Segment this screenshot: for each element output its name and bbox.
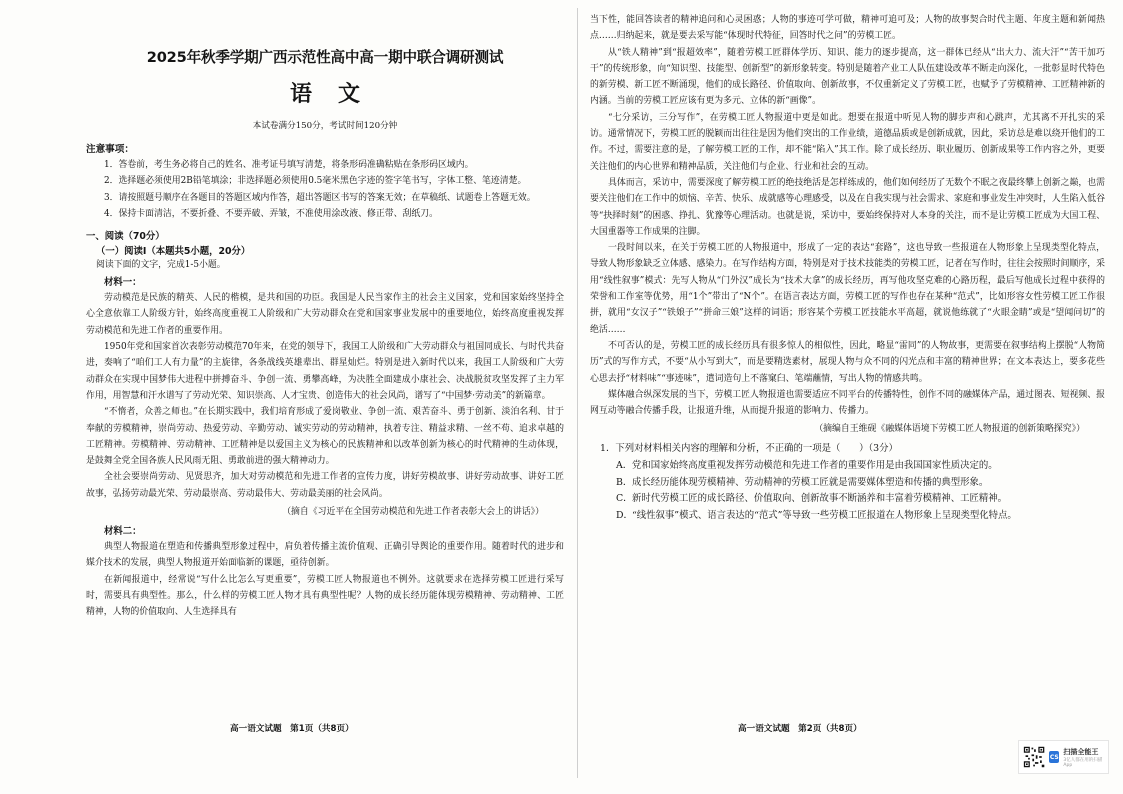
qr-code-icon [1023,744,1045,770]
material-2-paragraph: 典型人物报道在塑造和传播典型形象过程中，肩负着传播主流价值观、正确引导舆论的重要作用。随着时代的进步和媒介技术的发展，典型人物报道开始面临新的课题，亟待创新。 [86,542,564,569]
exam-title: 2025年秋季学期广西示范性高中高一期中联合调研测试 [146,49,504,66]
reading-instruction: 阅读下面的文字，完成1-5小题。 [96,260,226,271]
section-heading: 一、阅读（70分） [86,231,165,243]
option-key: C． [616,493,633,505]
cs-logo-icon: CS [1049,751,1059,763]
subject-title: 语文 [289,82,386,107]
note-item: 4．保持卡面清洁，不要折叠、不要弄破、弄皱，不准使用涂改液、修正带、刮纸刀。 [104,208,439,219]
material-2-paragraph: “七分采访，三分写作”，在劳模工匠人物报道中更是如此。想要在报道中听见人物的脚步声和心跳声，尤其离不开扎实的采访。通常情况下，劳模工匠的脱颖而出往往是因为他们突出的工作业绩，道德品质或是创新成就，因此，采访总是难以绕开他们的工作。不过，需要注意的是，了解劳模工匠的工作，却不能“陷入”其工作。除了成长经历、职业履历、创新成果等工作内容之外，更要关注他们的内心世界和精神品质，关注他们与企业、行业和社会的互动。 [590,112,1105,172]
exam-meta: 本试卷满分150分，考试时间120分钟 [252,121,398,131]
material-2-paragraph: 媒体融合纵深发展的当下，劳模工匠人物报道也需要适应不同平台的传播特性，创作不同的融媒体产品，通过图表、短视频、报网互动等融合传播手段，让报道升维，从而提升报道的影响力、传播力。 [590,389,1105,417]
material-2-paragraph: 当下性，能回答读者的精神追问和心灵困惑；人物的事迹可学可做，精神可追可及；人物的故事契合时代主题、年度主题和新闻热点……归纳起来，就是要去采写能“体现时代特征，回答时代之问”的劳模工匠。 [590,15,1105,42]
material-1-paragraph: 全社会要崇尚劳动、见贤思齐，加大对劳动模范和先进工作者的宣传力度，讲好劳模故事、讲好劳动故事、讲好工匠故事，弘扬劳动最光荣、劳动最崇高、劳动最伟大、劳动最美丽的社会风尚。 [86,472,564,499]
note-item: 3．请按照题号顺序在各题目的答题区域内作答，超出答题区书写的答案无效；在草稿纸、试题卷上答题无效。 [104,192,536,203]
material-2-label: 材料二： [104,526,142,538]
option-key: D． [616,509,633,521]
material-1-paragraph: 劳动模范是民族的精英、人民的楷模，是共和国的功臣。我国是人民当家作主的社会主义国家，党和国家始终坚持全心全意依靠工人阶级方针，始终高度重视工人阶级和广大劳动群众在党和国家事业发展中的重要地位，始终高度重视发挥劳动模范和先进工作者的重要作用。 [86,293,564,336]
note-item: 2．选择题必须使用2B铅笔填涂；非选择题必须使用0.5毫米黑色字迹的签字笔书写，字体工整、笔迹清楚。 [104,176,527,187]
scanner-app-name: 扫描全能王 [1063,747,1099,756]
scanner-watermark [1018,740,1109,774]
scanner-label-group [1063,747,1104,768]
material-2-source: （摘编自王维砚《融媒体语境下劳模工匠人物报道的创新策略探究》） [814,424,1085,435]
option-text: 成长经历能体现劳模精神、劳动精神的劳模工匠就是需要媒体塑造和传播的典型形象。 [632,476,989,488]
material-1-source: （摘自《习近平在全国劳动模范和先进工作者表彰大会上的讲话》） [282,507,544,518]
note-item: 1．答卷前，考生务必将自己的姓名、准考证号填写清楚，将条形码准确粘贴在条形码区域内。 [104,160,474,170]
material-2-paragraph: 具体而言，采访中，需要深度了解劳模工匠的绝技绝活是怎样练成的，他们如何经历了无数个不眠之夜最终攀上创新之巅，也需要关注他们在工作中的烦恼、辛苦、快乐、成就感等心理感受，以及在自我实现与社会需求、家庭和事业发生冲突时，人生陷入低谷等“抉择时刻”的困惑、挣扎、犹豫等心理活动。也就是说，采访中，要始终保持对人本身的关注，而不是让劳模工匠成为大国工程、大国重器等工作成果的注脚。 [590,177,1105,237]
material-2-paragraph: 从“铁人精神”到“报超效率”，随着劳模工匠群体学历、知识、能力的逐步提高，这一群体已经从“出大力、流大汗”“苦干加巧干”的传统形象，向“知识型、技能型、创新型”的新形象转变。特别是随着产业工人队伍建设改革不断走向深化，一批彰显时代特色的新劳模、新工匠不断涌现，他们的成长路径、价值取向、创新故事，不仅重新定义了劳模工匠，也赋予了劳模精神、工匠精神新的内涵。当前的劳模工匠应该有更为多元、立体的新“画像”。 [590,47,1105,107]
material-2-paragraph: 不可否认的是，劳模工匠的成长经历具有很多惊人的相似性，因此，略显“雷同”的人物故事，更需要在叙事结构上摆脱“人物简历”式的写作方式，不要“从小写到大”，而是要精选素材，展现人物与众不同的闪光点和丰富的精神世界；在文本表达上，要多花些心思去抒“材料味”“事迹味”，遣词造句上不落窠臼、笔端蘸情，写出人物的情感共鸣。 [590,340,1105,384]
question-1-option-b [616,475,1105,492]
option-key: B． [616,476,633,488]
material-1-label: 材料一： [104,277,142,289]
question-1-option-c [616,491,1105,508]
right-page [578,0,1123,794]
page-2-footer: 高一语文试题 第2页（共8页） [738,724,862,734]
notes-title: 注意事项： [86,144,134,155]
material-2-paragraph: 一段时间以来，在关于劳模工匠的人物报道中，形成了一定的表达“套路”，这也导致一些报道在人物形象上呈现类型化特点，导致人物形象缺乏立体感、感染力。在写作结构方面，特别是对于技术技能类的劳模工匠，记者在写作时，往往会按照时间顺序，采用“线性叙事”模式：先写人物从“门外汉”成长为“技术大拿”的成长经历，再写他攻坚克难的心路历程，最后写他成长过程中获得的荣誉和工作室等优势，用“1个”带出了“N个”。在语言表达方面，劳模工匠的写作也存在某种“范式”，比如形容女性劳模工匠工作很拼，就用“女汉子”“铁娘子”“拼命三娘”这样的词语；形容某个劳模工匠技能水平高超，就说他练就了“火眼金睛”或是“望闻问切”的绝活…… [590,243,1105,335]
question-1-option-d [616,508,1105,525]
option-text: 新时代劳模工匠的成长路径、价值取向、创新故事不断涵养和丰富着劳模精神、工匠精神。 [632,493,1008,505]
material-1-paragraph: 1950年党和国家首次表彰劳动模范70年来，在党的领导下，我国工人阶级和广大劳动群众与祖国同成长、与时代共奋进，奏响了“咱们工人有力量”的主旋律，各条战线英雄辈出、群星灿烂。特别是进入新时代以来，我国工人阶级和广大劳动群众在实现中国梦伟大进程中拼搏奋斗、争创一流、勇攀高峰，为决胜全面建成小康社会、决战脱贫攻坚发挥了主力军作用，用智慧和汗水谱写了劳动光荣、知识崇高、人才宝贵、创造伟大的社会风尚，谱写了“中国梦·劳动美”的新篇章。 [86,342,564,401]
material-2-paragraph: 在新闻报道中，经常说“写什么比怎么写更重要”，劳模工匠人物报道也不例外。这就要求在选择劳模工匠进行采写时，需要具有典型性。那么，什么样的劳模工匠人物才具有典型性呢？人物的成长经历能体现劳模精神、劳动精神、工匠精神，人物的价值取向、人生选择具有 [86,574,564,618]
page-1-footer: 高一语文试题 第1页（共8页） [230,724,354,734]
scanner-tagline: 3亿人都在用的扫描App [1063,757,1103,768]
option-text: “线性叙事”模式、语言表达的“范式”等导致一些劳模工匠报道在人物形象上呈现类型化特点。 [632,509,1017,521]
question-1-stem: 1．下列对材料相关内容的理解和分析，不正确的一项是（ ）（3分） [600,443,898,455]
question-1-option-a [616,458,1105,475]
option-text: 党和国家始终高度重视发挥劳动模范和先进工作者的重要作用是由我国国家性质决定的。 [632,460,998,472]
material-1-paragraph: “不惰者，众善之师也。”在长期实践中，我们培育形成了爱岗敬业、争创一流、艰苦奋斗、勇于创新、淡泊名利、甘于奉献的劳模精神，崇尚劳动、热爱劳动、辛勤劳动、诚实劳动的劳动精神，执着专注、精益求精、一丝不苟、追求卓越的工匠精神。劳模精神、劳动精神、工匠精神是以爱国主义为核心的民族精神和以改革创新为核心的时代精神的生动体现，是鼓舞全党全国各族人民风雨无阻、勇敢前进的强大精神动力。 [86,407,564,467]
option-key: A． [616,460,633,472]
subsection-heading: （一）阅读Ⅰ（本题共5小题，20分） [96,246,251,258]
